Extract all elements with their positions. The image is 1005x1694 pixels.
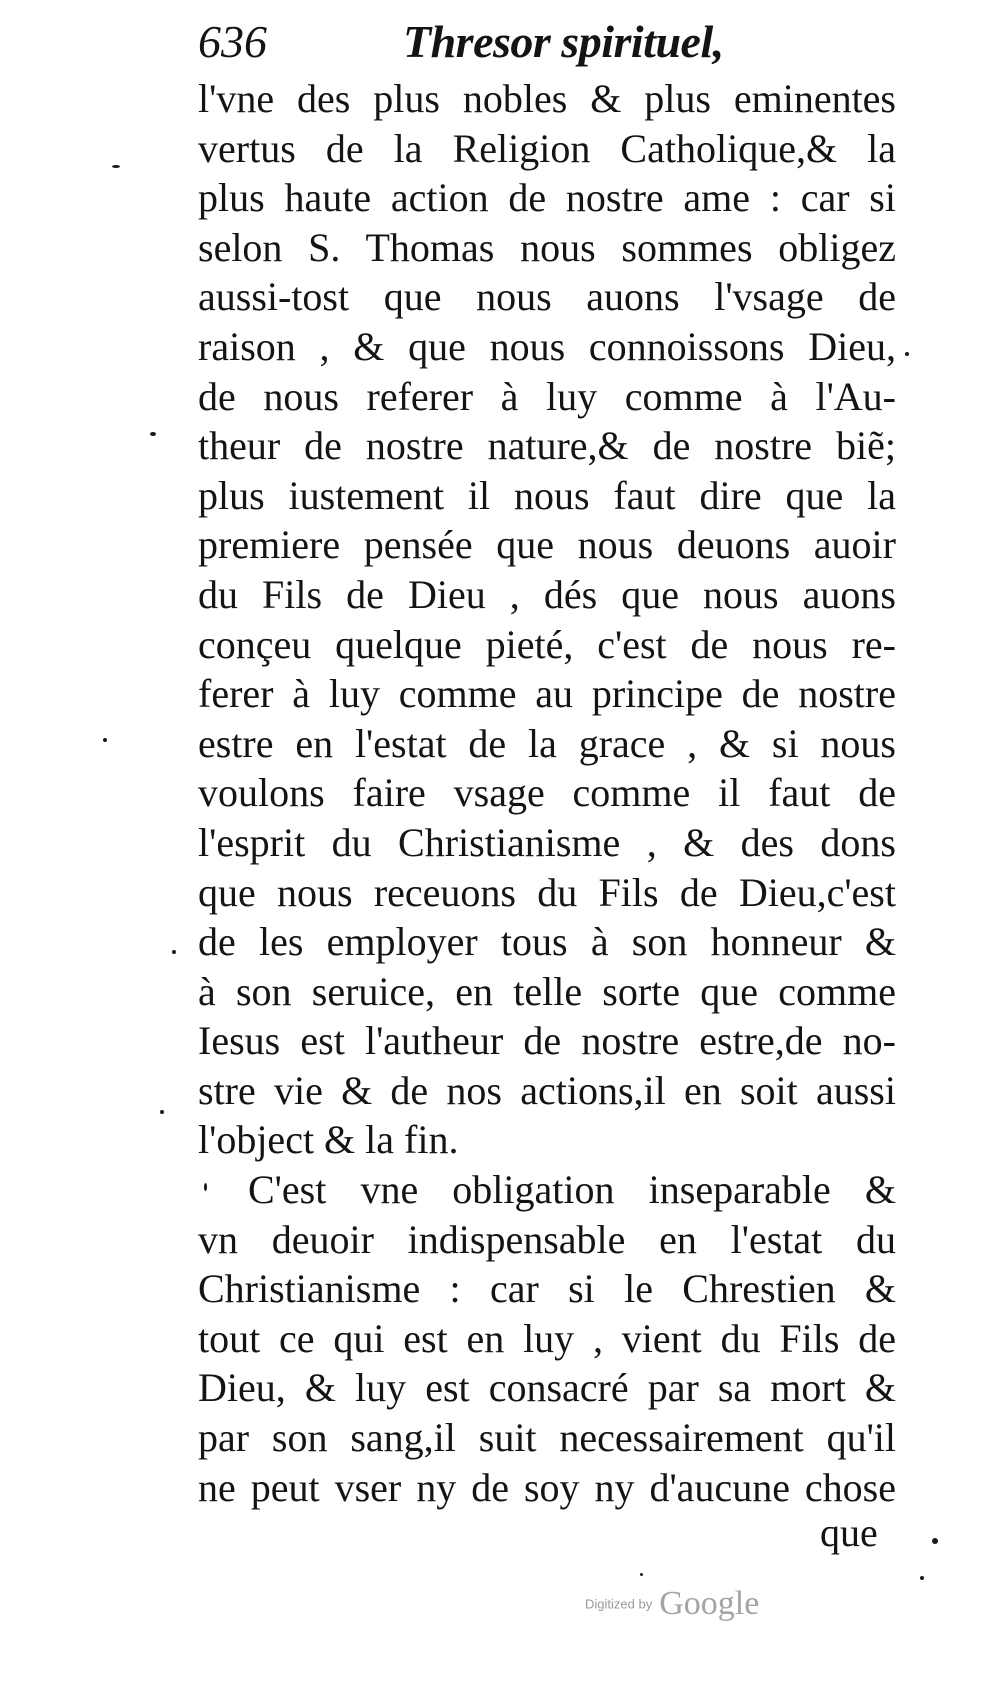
page-number: 636 — [198, 16, 267, 67]
ink-speck — [112, 165, 120, 168]
text-line: plus haute action de nostre ame : car si — [198, 175, 896, 221]
catchword: que — [820, 1510, 878, 1555]
text-line: ne peut vser ny de soy ny d'aucune chose — [198, 1464, 896, 1510]
text-line: stre vie & de nos actions,il en soit aussi — [198, 1067, 896, 1113]
ink-speck — [103, 738, 107, 742]
text-line: l'vne des plus nobles & plus eminentes — [198, 76, 896, 121]
text-line: aussi-tost que nous auons l'vsage de — [198, 274, 896, 320]
text-line: du Fils de Dieu , dés que nous auons — [198, 571, 896, 617]
ink-speck — [640, 1573, 643, 1576]
text-line: de nous referer à luy comme à l'Au- — [198, 373, 896, 419]
ink-speck — [160, 1110, 164, 1114]
digitized-by-label: Digitized by — [585, 1596, 653, 1612]
ink-speck — [920, 1576, 924, 1580]
text-line: Dieu, & luy est consacré par sa mort & — [198, 1365, 896, 1411]
text-line: raison , & que nous connoissons Dieu, — [198, 323, 896, 369]
digitized-by-google-watermark — [585, 1585, 759, 1625]
text-line: theur de nostre nature,& de nostre biẽ; — [198, 423, 896, 469]
ink-speck — [150, 432, 156, 436]
page-header — [198, 14, 858, 70]
ink-speck — [932, 1538, 938, 1544]
text-line: estre en l'estat de la grace , & si nous — [198, 720, 896, 766]
text-line: Iesus est l'autheur de nostre estre,de no- — [198, 1018, 896, 1064]
text-line: ferer à luy comme au principe de nostre — [198, 671, 896, 717]
text-line: l'esprit du Christianisme , & des dons — [198, 819, 896, 865]
text-line: voulons faire vsage comme il faut de — [198, 770, 896, 816]
body-text — [198, 74, 896, 1512]
text-line: tout ce qui est en luy , vient du Fils de — [198, 1315, 896, 1361]
ink-speck — [172, 950, 176, 954]
text-line: plus iustement il nous faut dire que la — [198, 472, 896, 518]
text-line: vertus de la Religion Catholique,& la — [198, 125, 896, 171]
text-line: à son seruice, en telle sorte que comme — [198, 968, 896, 1014]
text-line: de les employer tous à son honneur & — [198, 919, 896, 965]
ink-speck — [204, 1183, 207, 1191]
text-line: selon S. Thomas nous sommes obligez — [198, 224, 896, 270]
running-title: Thresor spirituel, — [403, 16, 724, 67]
text-line: vn deuoir indispensable en l'estat du — [198, 1216, 896, 1262]
text-line: Christianisme : car si le Chrestien & — [198, 1266, 896, 1312]
paragraph-last-line: l'object & la fin. — [198, 1117, 459, 1163]
ink-speck — [905, 352, 909, 356]
text-line: conçeu quelque pieté, c'est de nous re- — [198, 621, 896, 667]
google-logo: Google — [659, 1585, 760, 1622]
text-line: que nous receuons du Fils de Dieu,c'est — [198, 869, 896, 915]
paragraph-first-line: C'est vne obligation inseparable & — [248, 1167, 896, 1213]
text-line: par son sang,il suit necessairement qu'il — [198, 1415, 896, 1461]
text-line: premiere pensée que nous deuons auoir — [198, 522, 896, 568]
